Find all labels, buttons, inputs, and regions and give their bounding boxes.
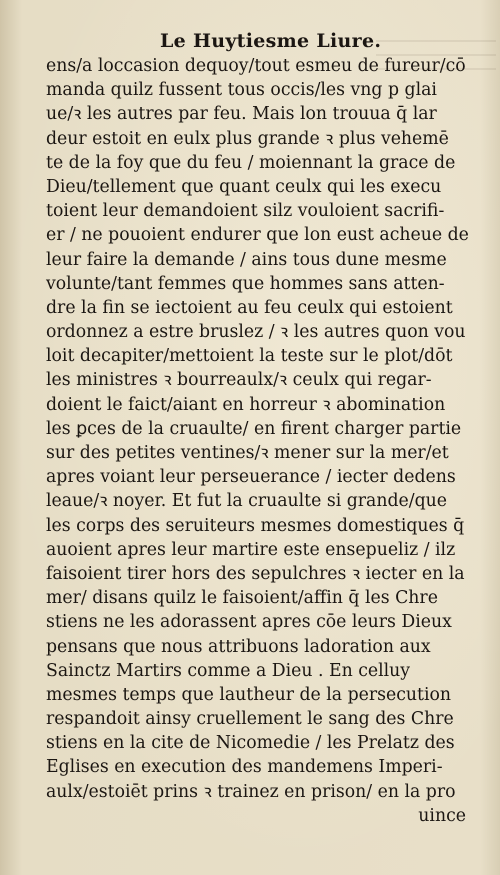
- catchword: uince: [418, 805, 466, 826]
- text-line: respandoit ainsy cruellement le sang des Chre: [46, 709, 454, 730]
- text-line: faisoient tirer hors des sepulchres ꝛ iecter en la: [46, 563, 465, 584]
- body-text: [46, 54, 469, 828]
- text-line: aulx/estoiēt prins ꝛ trainez en prison/ en la pro: [46, 781, 456, 802]
- text-line: toient leur demandoient silz vouloient sacrifi-: [46, 201, 445, 222]
- text-line: volunte/tant femmes que hommes sans atten-: [46, 273, 445, 294]
- text-line: er / ne pouoient endurer que lon eust acheue de: [46, 225, 469, 246]
- text-line: auoient apres leur martire este ensepueliz / ilz: [46, 539, 456, 560]
- text-line: manda quilz fussent tous occis/les vng p glai: [46, 80, 437, 101]
- text-line: pensans que nous attribuons ladoration aux: [46, 636, 431, 657]
- text-line: Sainctz Martirs comme a Dieu . En celluy: [46, 660, 411, 681]
- text-line: apres voiant leur perseuerance / iecter dedens: [46, 467, 456, 488]
- text-line: ordonnez a estre bruslez / ꝛ les autres quon vou: [46, 322, 466, 343]
- text-line: Eglises en execution des mandemens Imperi-: [46, 757, 443, 778]
- text-line: ens/a loccasion dequoy/tout esmeu de fureur/cō: [46, 56, 466, 76]
- text-line: ue/ꝛ les autres par feu. Mais lon trouua q̄ lar: [46, 104, 437, 125]
- running-header: Le Huytiesme Liure.: [160, 30, 382, 52]
- text-line: les ꝑces de la cruaulte/ en firent charger partie: [46, 418, 462, 439]
- text-line: doient le faict/aiant en horreur ꝛ abomination: [46, 394, 446, 415]
- text-line: stiens en la cite de Nicomedie / les Prelatz des: [46, 733, 455, 754]
- text-line: mesmes temps que lautheur de la persecution: [46, 684, 452, 705]
- text-line: mer/ disans quilz le faisoient/affin q̄ les Chre: [46, 588, 438, 609]
- text-line: leaue/ꝛ noyer. Et fut la cruaulte si grande/que: [46, 491, 448, 512]
- text-line: te de la foy que du feu / moiennant la grace de: [46, 152, 456, 173]
- text-line: loit decapiter/mettoient la teste sur le plot/dōt: [46, 346, 453, 367]
- text-line: les corps des seruiteurs mesmes domestiques q̄: [46, 515, 465, 536]
- text-line: deur estoit en eulx plus grande ꝛ plus vehemē: [46, 128, 449, 149]
- text-line: sur des petites ventines/ꝛ mener sur la mer/et: [46, 443, 449, 463]
- text-line: leur faire la demande / ains tous dune mesme: [46, 249, 447, 270]
- text-line: stiens ne les adorassent apres cōe leurs Dieux: [46, 612, 452, 633]
- text-line: les ministres ꝛ bourreaulx/ꝛ ceulx qui regar-: [46, 370, 432, 391]
- text-line: dre la fin se iectoient au feu ceulx qui estoient: [46, 297, 453, 318]
- text-line: Dieu/tellement que quant ceulx qui les execu: [46, 176, 442, 197]
